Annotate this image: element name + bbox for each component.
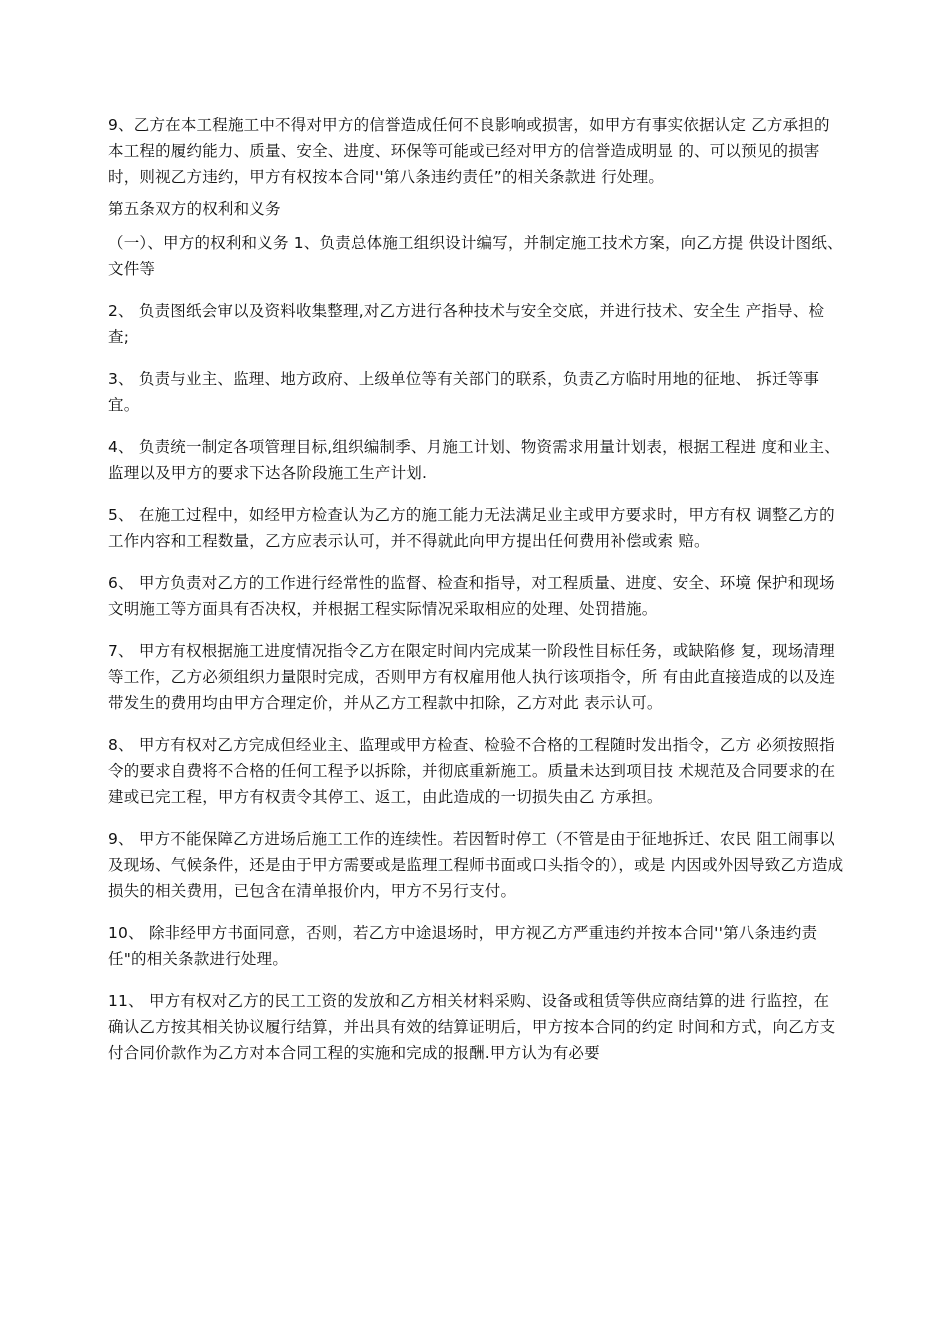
document-page xyxy=(108,112,844,1082)
paragraph-party-a-2: 2、 负责图纸会审以及资料收集整理,对乙方进行各种技术与安全交底，并进行技术、安全生 产指导、检查; xyxy=(108,302,825,346)
paragraph-party-a-5: 5、 在施工过程中，如经甲方检查认为乙方的施工能力无法满足业主或甲方要求时，甲方有权 调整乙方的工作内容和工程数量，乙方应表示认可，并不得就此向甲方提出任何费用补偿或索 赔。 xyxy=(108,506,835,550)
paragraph-party-a-1: （一）、甲方的权利和义务 1、负责总体施工组织设计编写，并制定施工技术方案，向乙方提 供设计图纸、文件等 xyxy=(108,234,843,278)
paragraph-party-a-9: 9、 甲方不能保障乙方进场后施工工作的连续性。若因暂时停工（不管是由于征地拆迁、农民 阻工闹事以及现场、气候条件，还是由于甲方需要或是监理工程师书面或口头指令的），或是 内因或外因导致乙方造成损失的相关费用，已包含在清单报价内，甲方不另行支付。 xyxy=(108,830,844,900)
paragraph-9-reputation: 9、乙方在本工程施工中不得对甲方的信誉造成任何不良影响或损害，如甲方有事实依据认定 乙方承担的本工程的履约能力、质量、安全、进度、环保等可能或已经对甲方的信誉造成明显 的、可以预见的损害时，则视乙方违约，甲方有权按本合同''第八条违约责任”的相关条款进 行处理。 xyxy=(108,116,830,186)
paragraph-party-a-7: 7、 甲方有权根据施工进度情况指令乙方在限定时间内完成某一阶段性目标任务，或缺陷修 复，现场清理等工作，乙方必须组织力量限时完成，否则甲方有权雇用他人执行该项指令，所 有由此直接造成的以及连带发生的费用均由甲方合理定价，并从乙方工程款中扣除，乙方对此 表示认可。 xyxy=(108,642,836,712)
paragraph-party-a-10: 10、 除非经甲方书面同意，否则，若乙方中途退场时，甲方视乙方严重违约并按本合同''第八条违约责任"的相关条款进行处理。 xyxy=(108,924,818,968)
paragraph-party-a-6: 6、 甲方负责对乙方的工作进行经常性的监督、检查和指导，对工程质量、进度、安全、环境 保护和现场文明施工等方面具有否决权，并根据工程实际情况采取相应的处理、处罚措施。 xyxy=(108,574,835,618)
paragraph-party-a-3: 3、 负责与业主、监理、地方政府、上级单位等有关部门的联系，负责乙方临时用地的征地、 拆迁等事宜。 xyxy=(108,370,820,414)
section-heading-article-5: 第五条双方的权利和义务 xyxy=(108,200,281,218)
paragraph-party-a-8: 8、 甲方有权对乙方完成但经业主、监理或甲方检查、检验不合格的工程随时发出指令，乙方 必须按照指令的要求自费将不合格的任何工程予以拆除，并彻底重新施工。质量未达到项目技 术规范及合同要求的在建或已完工程，甲方有权责令其停工、返工，由此造成的一切损失由乙 方承担。 xyxy=(108,736,836,806)
paragraph-party-a-4: 4、 负责统一制定各项管理目标,组织编制季、月施工计划、物资需求用量计划表，根据工程进 度和业主、监理以及甲方的要求下达各阶段施工生产计划. xyxy=(108,438,840,482)
paragraph-party-a-11: 11、 甲方有权对乙方的民工工资的发放和乙方相关材料采购、设备或租赁等供应商结算的进 行监控，在确认乙方按其相关协议履行结算，并出具有效的结算证明后，甲方按本合同的约定 时间和方式，向乙方支付合同价款作为乙方对本合同工程的实施和完成的报酬.甲方认为有必要 xyxy=(108,992,836,1062)
